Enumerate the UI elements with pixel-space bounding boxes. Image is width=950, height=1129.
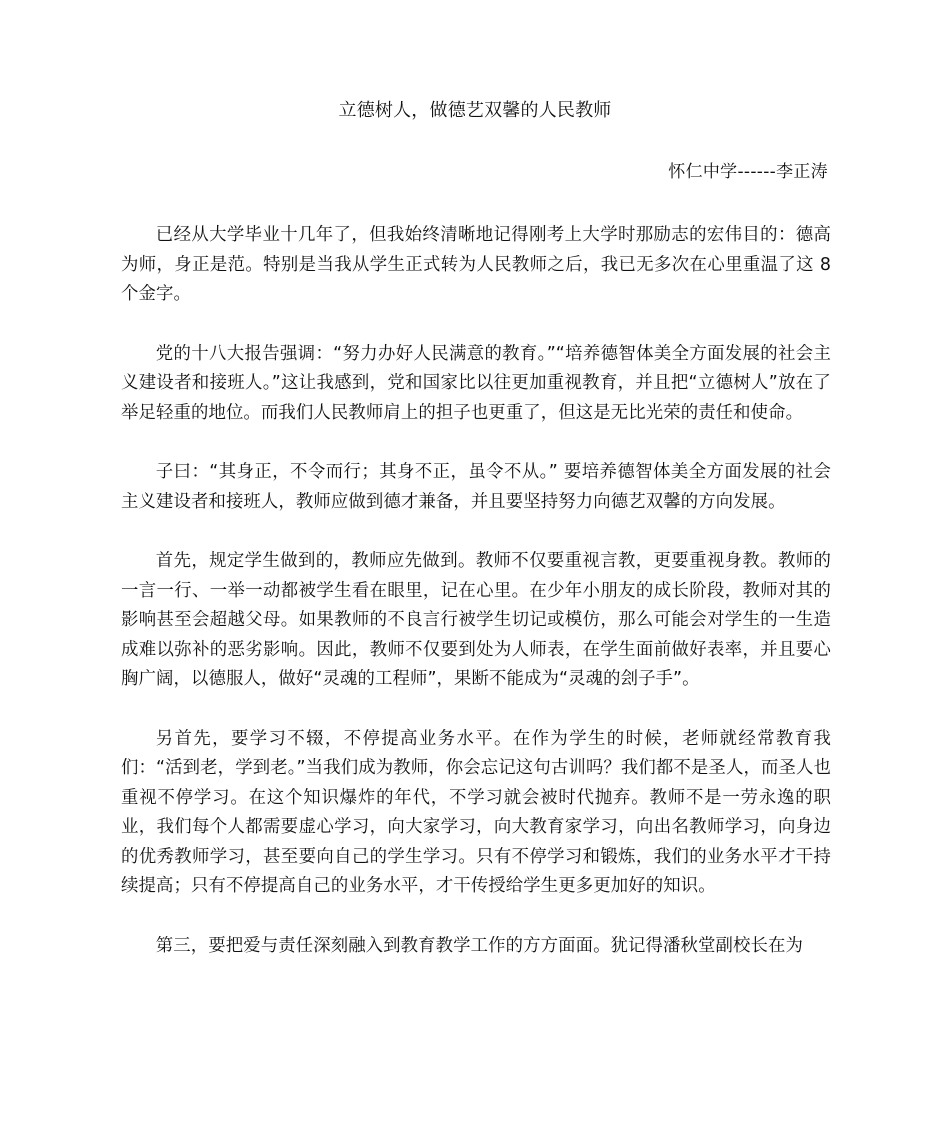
document-body [121, 221, 831, 991]
paragraph-1: 已经从大学毕业十几年了，但我始终清晰地记得刚考上大学时那励志的宏伟目的：德高为师，身正是范。特别是当我从学生正式转为人民教师之后，我已无多次在心里重温了这 8 个金字。 [121, 225, 831, 304]
author-byline: 怀仁中学------李正涛 [668, 162, 828, 182]
paragraph-3: 子曰：“其身正，不令而行；其身不正，虽令不从。” 要培养德智体美全方面发展的社会主义建设者和接班人，教师应做到德才兼备，并且要坚持努力向德艺双馨的方向发展。 [121, 462, 831, 512]
paragraph-5: 另首先，要学习不辍，不停提高业务水平。在作为学生的时候，老师就经常教育我们：“活到老，学到老。”当我们成为教师，你会忘记这句古训吗？我们都不是圣人，而圣人也重视不停学习。在这个知识爆炸的年代，不学习就会被时代抛弃。教师不是一劳永逸的职业，我们每个人都需要虚心学习，向大家学习，向大教育家学习，向出名教师学习，向身边的优秀教师学习，甚至要向自己的学生学习。只有不停学习和锻炼，我们的业务水平才干持续提高；只有不停提高自己的业务水平，才干传授给学生更多更加好的知识。 [121, 728, 831, 896]
paragraph-4: 首先，规定学生做到的，教师应先做到。教师不仅要重视言教，更要重视身教。教师的一言一行、一举一动都被学生看在眼里，记在心里。在少年小朋友的成长阶段，教师对其的影响甚至会超越父母。如果教师的不良言行被学生切记或模仿，那么可能会对学生的一生造成难以弥补的恶劣影响。因此，教师不仅要到处为人师表，在学生面前做好表率，并且要心胸广阔，以德服人，做好“灵魂的工程师”，果断不能成为“灵魂的刽子手”。 [121, 551, 831, 689]
paragraph-2: 党的十八大报告强调：“努力办好人民满意的教育。”“培养德智体美全方面发展的社会主义建设者和接班人。”这让我感到，党和国家比以往更加重视教育，并且把“立德树人”放在了举足轻重的地位。而我们人民教师肩上的担子也更重了，但这是无比光荣的责任和使命。 [121, 343, 831, 423]
paragraph-6: 第三，要把爱与责任深刻融入到教育教学工作的方方面面。犹记得潘秋堂副校长在为 [155, 935, 803, 956]
document-title: 立德树人，做德艺双馨的人民教师 [338, 100, 612, 121]
